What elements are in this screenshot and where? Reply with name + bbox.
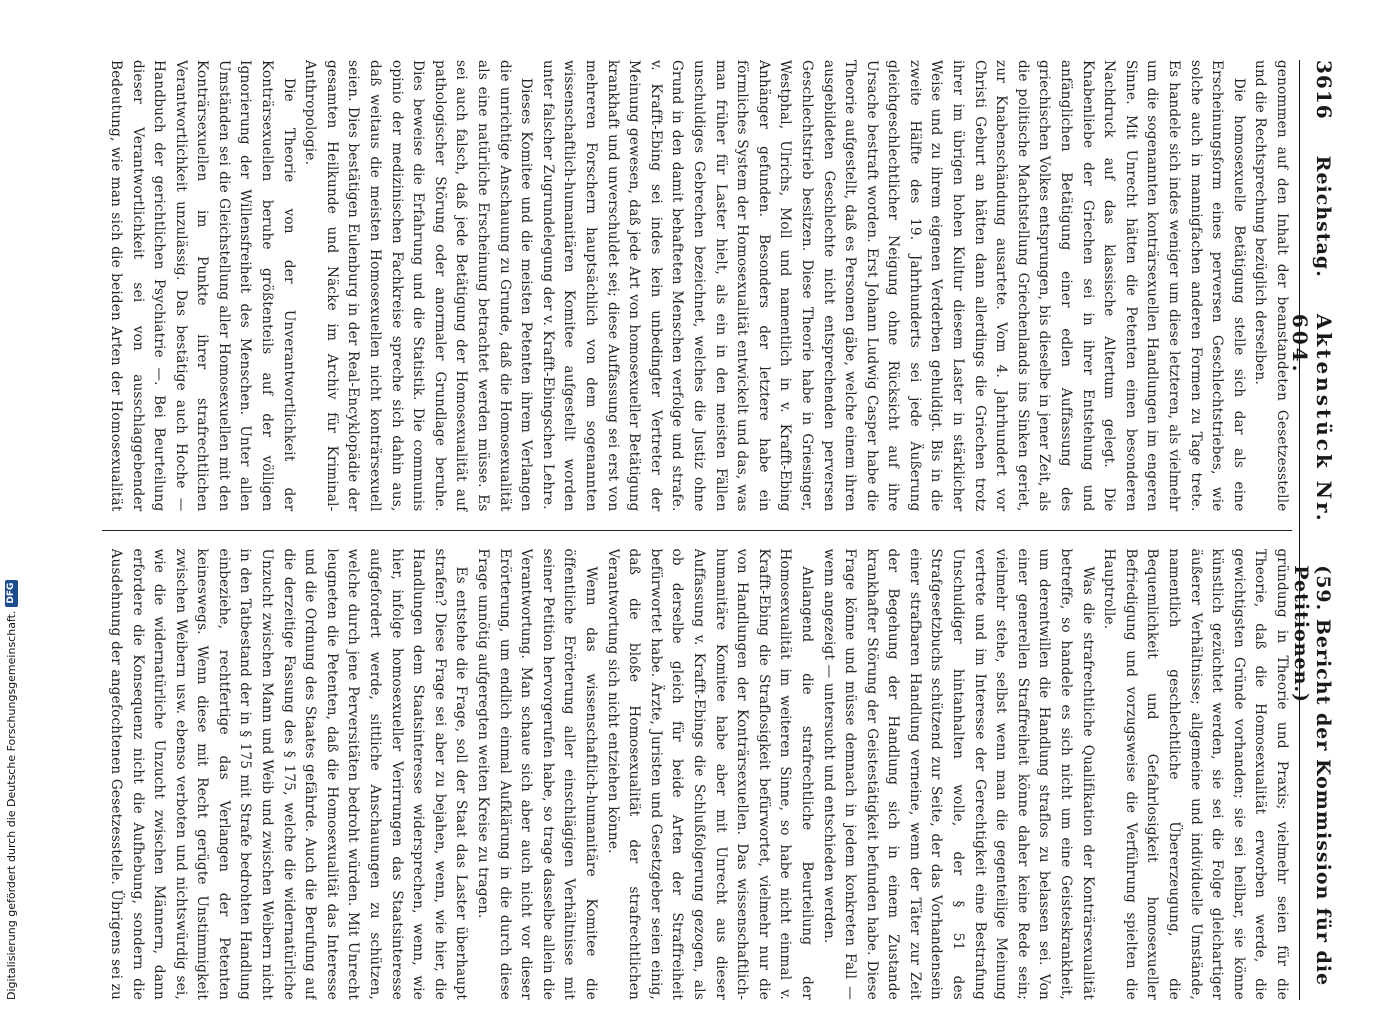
dfg-logo: DFG: [5, 580, 18, 607]
paragraph: Die homosexuelle Betätigung stelle sich dar als eine Erscheinungsform eines perversen Geschlechtstriebes, wie solche auch in mannigfachen anderen Formen zu Tage trete. Es handele sich indes weniger um diese letzteren, als vielmehr um die sogenannten konträrsexuellen Handlungen im engeren Sinne. Mit Unrecht hätten die Petenten einen besonderen Nachdruck auf das klassische Altertum gelegt. Die Knabenliebe der Griechen sei in ihrer Entstehung und anfänglichen Betätigung einer edlen Auffassung des griechischen Volkes entsprungen, bis dieselbe in jener Zeit, als die politische Machtstellung Griechenlands ins Sinken geriet, zur Knabenschändung ausartete. Vom 4. Jahrhundert vor Christi Geburt an hätten dann allerdings die Griechen trotz ihrer im übrigen hohen Kultur diesem Laster in stärklicher Weise und zu ihrem eigenen Verderben gehuldigt. Bis in die zweite Hälfte des 19. Jahrhunderts sei jede Äußerung gleichgeschlechtlicher Neigung ohne Rücksicht auf ihre Ursache bestraft worden. Erst Johann Ludwig Casper habe die Theorie aufgestellt, daß es Personen gäbe, welche einem ihren ausgebildeten Geschlechte nicht entsprechenden perversen Geschlechtstrieb besitzen. Diese Theorie habe in Griesinger, Westphal, Ulrichs, Moll und namentlich in v. Krafft-Ebing Anhänger gefunden. Besonders der letztere habe ein förmliches System der Homosexualität entwickelt und das, was man früher für Laster hielt, als ein in den meisten Fällen unschuldiges Gebrechen bezeichnet, welches die Justiz ohne Grund in den damit behafteten Menschen verfolge und strafe. v. Krafft-Ebing sei indes kein unbedingter Vertreter der Meinung gewesen, daß jede Art von homosexueller Betätigung krankhaft und unverschuldet sei; diese Auffassung sei erst von mehreren Forschern hauptsächlich von dem sogenannten wissenschaftlich-humanitären Komitee aufgestellt worden unter falscher Zugrundelegung der v. Krafft-Ebingschen Lehre.: [539, 60, 1247, 512]
paragraph: Dieses Komitee und die meisten Petenten ihrem Verlangen die unrichtige Anschauung zu Grunde, daß die Homosexualität als eine natürliche Erscheinung betrachtet werden müsse. Es sei auch falsch, daß jede Betätigung der Homosexualität auf pathologischer Störung oder anormaler Grundlage beruhe. Dies beweise die Erfahrung und die Statistik. Die communis opinio der medizinischen Fachkreise spreche sich dahin aus, daß weitaus die meisten Homosexuellen nicht konträrsexuell seien. Dies bestätigen Eulenburg in der Real-Encyklopädie der gesamten Heilkunde und Näcke im Archiv für Kriminal-Anthropologie.: [302, 60, 535, 512]
header-subtitle: (59. Bericht der Kommission für die Petitionen.): [1290, 565, 1334, 987]
paragraph: Wenn das wissenschaftlich-humanitäre Komitee die öffentliche Erörterung aller einschlägigen Verhältnisse mit seiner Petition hervorgerufen habe, so trage dasselbe allein die Verantwortung. Man schaue sich aber auch nicht vor dieser Erörterung, um endlich einmal Aufklärung in die durch diese Frage unnötig aufgeregten weiten Kreise zu tragen.: [475, 548, 599, 1000]
credit-text: Digitalisierung gefördert durch die Deutsche Forschungsgemeinschaft.: [4, 610, 18, 1000]
column-divider: [102, 530, 1292, 531]
paragraph: Es entstehe die Frage, soll der Staat das Laster überhaupt strafen? Diese Frage sei aber zu bejahen, wenn, wie hier, die Handlungen dem Staatsinteresse widersprechen, wenn, wie hier, infolge homosexueller Verirrungen das Staatsinteresse aufgefordert werde, sittliche Anschauungen zu schützen, welche durch jene Perversitäten bedroht würden. Mit Unrecht leugneten die Petenten, daß die Homosexualität das Interesse und die Ordnung des Staates gefährde. Auch die Berufung auf die derzeitige Fassung des § 175, welche die widernatürliche Unzucht zwischen Mann und Weib und zwischen Weibern nicht in den Tatbestand der in § 175 mit Strafe bedrohten Handlung einbeziehe, rechtfertige das Verlangen der Petenten keineswegs. Wenn diese mit Recht gerügte Unstimmigkeit zwischen Weibern usw. ebenso verboten und nichtswürdig sei, wie die widernatürliche Unzucht zwischen Männern, dann erfordere die Konsequenz nicht die Aufhebung, sondern die Ausdehnung der angefochtenen Gesetzesstelle. Übrigens sei zu: [107, 548, 470, 1000]
page-header: [1288, 60, 1336, 1000]
text-columns: [102, 60, 1292, 1000]
header-body: Reichstag.: [1312, 155, 1334, 278]
header-document: Aktenstück Nr. 604.: [1288, 313, 1336, 524]
digitization-credit: [2, 0, 20, 1000]
paragraph: Die Theorie von der Unverantwortlichkeit der Konträrsexuellen beruhe größtenteils auf der völligen Ignorierung der Willensfreiheit des Menschen. Unter allen Umständen sei die Gleichstellung aller Homosexuellen mit den Konträrsexuellen im Punkte ihrer strafrechtlichen Verantwortlichkeit unzulässig. Das bestätige auch Hoche — Handbuch der gerichtlichen Psychiatrie —. Bei Beurteilung dieser Verantwortlichkeit sei von ausschlaggebender Bedeutung, wie man sich die beiden Arten der Homosexualität: [107, 60, 297, 512]
left-column: [102, 60, 1292, 512]
page-number: 3616: [1312, 60, 1336, 120]
right-column: [102, 549, 1292, 1001]
paragraph: Anlangend die strafrechtliche Beurteilung der Homosexualität im weiteren Sinne, so habe nicht einmal v. Krafft-Ebing die Straflosigkeit befürwortet, vielmehr nur die von Handlungen der Konträrsexuellen. Das wissenschaftlich-humanitäre Komitee habe aber mit Unrecht aus dieser Auffassung v. Krafft-Ebings die Schlußfolgerung gezogen, als ob derselbe gleich für beide Arten der Straffreiheit befürwortet habe. Ärzte, Juristen und Gesetzgeber seien einig, daß die bloße Homosexualität der strafrechtlichen Verantwortung sich nicht entziehen könne.: [604, 548, 815, 1000]
paragraph: genommen auf den Inhalt der beanstandeten Gesetzesstelle und die Rechtsprechung bezüglich derselben.: [1252, 60, 1290, 512]
paragraph: Was die strafrechtliche Qualifikation der Konträrsexualität betreffe, so handele es sich nicht um eine Geisteskrankheit, um derentwillen die Handlung straflos zu belassen sei. Von einer generellen Straffreiheit könne daher keine Rede sein; vielmehr stehe, selbst wenn man die gegenteilige Meinung vertrete und im Interesse der Gerechtigkeit eine Bestrafung Unschuldiger hintanhalten wolle, der § 51 des Strafgesetzbuchs schützend zur Seite, der das Vorhandensein einer strafbaren Handlung verneine, wenn der Täter zur Zeit der Begehung der Handlung sich in einem Zustande krankhafter Störung der Geistestätigkeit befunden habe. Diese Frage könne und müsse demnach in jedem konkreten Fall — wenn angezeigt — untersucht und entschieden werden.: [820, 548, 1096, 1000]
paragraph: gründung in Theorie und Praxis; vielmehr seien für die Theorie, daß die Homosexualität erworben werde, die gewichtigsten Gründe vorhanden; sie sei heilbar, sie könne künstlich gezüchtet werden, sie sei die Folge gleichartiger äußerer Verhältnisse; allgemeine und individuelle Umstände, namentlich geschlechtliche Übererzeugung, die Bequemlichkeit und Gefahrlosigkeit homosexueller Befriedigung und vorzugsweise die Verführung spielten die Hauptrolle.: [1101, 548, 1290, 1000]
rotated-page: [36, 60, 1336, 1020]
